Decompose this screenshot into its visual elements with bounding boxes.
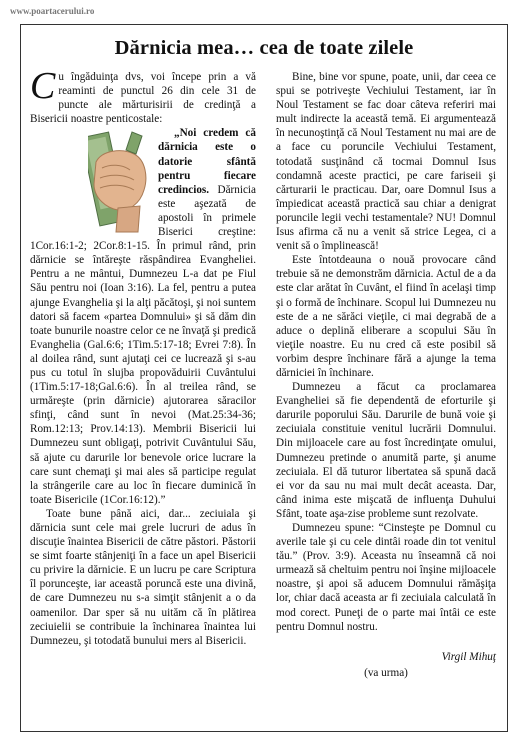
intro-text: u îngăduinţa dvs, voi începe prin a vă reaminti de punctul 26 din cele 31 de puncte ale mărturisirii de credinţă a Bisericii noastre penticostale: bbox=[30, 71, 256, 126]
pastors-paragraph: Toate bune până aici, dar... zeciuiala şi dărnicia sunt cele mai grele lucruri de adus în discuţie înaintea Bisericii de către păstori. Păstorii se simt foarte stânjeniţi în a face un apel Bisericii cu privire la dărnicie. E un lucru pe care Scriptura îl porunceşte, iar această poruncă este una divină, de care Dumnezeu nu s-a simţit stânjenit a o da oamenilor. Dar sper să nu uităm că în plătirea zeciuielii se contribuie la închinarea înaintea lui Dumnezeu, şi totodată bunului mers al Bisericii. bbox=[30, 507, 256, 647]
author-signature: Virgil Mihuţ bbox=[441, 650, 496, 663]
site-url[interactable]: www.poartacerului.ro bbox=[10, 6, 95, 16]
intro-paragraph bbox=[30, 65, 256, 126]
worship-paragraph: Este întotdeauna o nouă provocare când trebuie să ne demonstrăm dărnicia. Actul de a da este clar arătat în Cuvânt, el fiind în acelaşi timp şi o formă de închinare. Scopul lui Dumnezeu nu este de a ne sărăci vieţile, ci mai degrabă de a aduce o deplină eliberare a scopului Său în vieţile noastre. Eu nu cred că este posibil să vorbim despre închinare fără a ajunge la tema dărniciei în închinare. bbox=[276, 254, 496, 379]
creed-text: Dărnicia este aşezată de apostoli în primele Biserici creştine: 1Cor.16:1-2; 2Cor.8:1-15. În primul rând, prin dărnicie se întăreşte răspândirea Evangheliei. Pentru a ne mântui, Dumnezeu L-a dat pe Fiul Său pentru noi (Ioan 3:16). La fel, pentru a putea ajunge Evanghelia şi la alţi păcătoşi, şi noi suntem datori să facem «partea Domnului» şi să dăm din toate bunurile noastre celor ce ne învaţă şi predică Evanghelia (Gal.6:6; 1Tim.5:17-18; Evrei 7:8). În al doilea rând, sunt ajutaţi cei ce lucrează şi s-au pus cu totul în slujba propovăduirii Cuvântului (1Tim.5:17-18;Gal.6:6). În al treilea rând, se urmăreşte (prin dărnicie) ajutorarea săracilor sfinţi, când sunt în nevoi (Mat.25:34-36; Rom.12:13; Prov.14:13). Membrii Bisericii lui Dumnezeu sunt obligaţi, potrivit Cuvântului Său, să ajute cu darurile lor benevole orice lucrare la care sunt chemaţi şi mai ales să participe regulat la strângerile care au loc în fiecare duminică în toate Bisericile (1Cor.16:12).” bbox=[30, 183, 256, 506]
continued-note: (va urma) bbox=[364, 666, 408, 679]
new-testament-paragraph: Bine, bine vor spune, poate, unii, dar ceea ce spui se potriveşte Vechiului Testament, iar în Noul Testament se fac doar câteva referiri mai mult indirecte la această temă. Ei argumentează în necunoştinţă că Noul Testament nu mai are de a face cu poruncile Vechiului Testament, totodată susţinând că tocmai Domnul Isus condamnă aceste practici, pe care fariseii şi cărturarii le practicau. Dar, oare Domnul Isus a împiedicat această practică sau chiar a denigrat poruncile legii vechi testamentale? NU! Domnul Isus afirma că nu a venit să strice Legea, ci a venit să o împlinească! bbox=[276, 71, 496, 253]
honor-paragraph: Dumnezeu spune: “Cinsteşte pe Domnul cu averile tale şi cu cele dintâi roade din tot venitul tău.” (Prov. 3:9). Aceasta nu înseamnă că noi urmează să cheltuim pentru noi înşine mijloacele noastre, şi apoi să aducem Domnului rămăşiţa lor, chiar dacă aceasta ar fi zeciuiala calculată în mod corect. Puneţi de o parte mai întâi ce este pentru Domnul nostru. bbox=[276, 522, 496, 633]
creed-paragraph bbox=[30, 126, 256, 507]
drop-cap: C bbox=[30, 65, 56, 107]
creed-lead: „Noi credem că dărnicia este o datorie sfântă pentru fiecare credincios. bbox=[158, 127, 256, 196]
left-column bbox=[30, 65, 256, 648]
article-title: Dărnicia mea… cea de toate zilele bbox=[114, 37, 414, 59]
fist-with-money-icon bbox=[88, 128, 152, 234]
gospel-paragraph: Dumnezeu a făcut ca proclamarea Evangheliei să fie dependentă de eforturile şi darurile poporului Său. Darurile de bună voie şi zeciuiala constituie venitul lucrării Domnului. Din mijloacele care au fost încredinţate omului, Dumnezeu pretinde o anumită parte, şi anume zeciuiala. El dă tuturor libertatea să spună dacă ei vor da sau nu mai mult decât aceasta. Dar, când inima este mişcată de influenţa Duhului Sfânt, toate aşa-zise probleme sunt rezolvate. bbox=[276, 381, 496, 520]
right-column bbox=[276, 70, 496, 680]
